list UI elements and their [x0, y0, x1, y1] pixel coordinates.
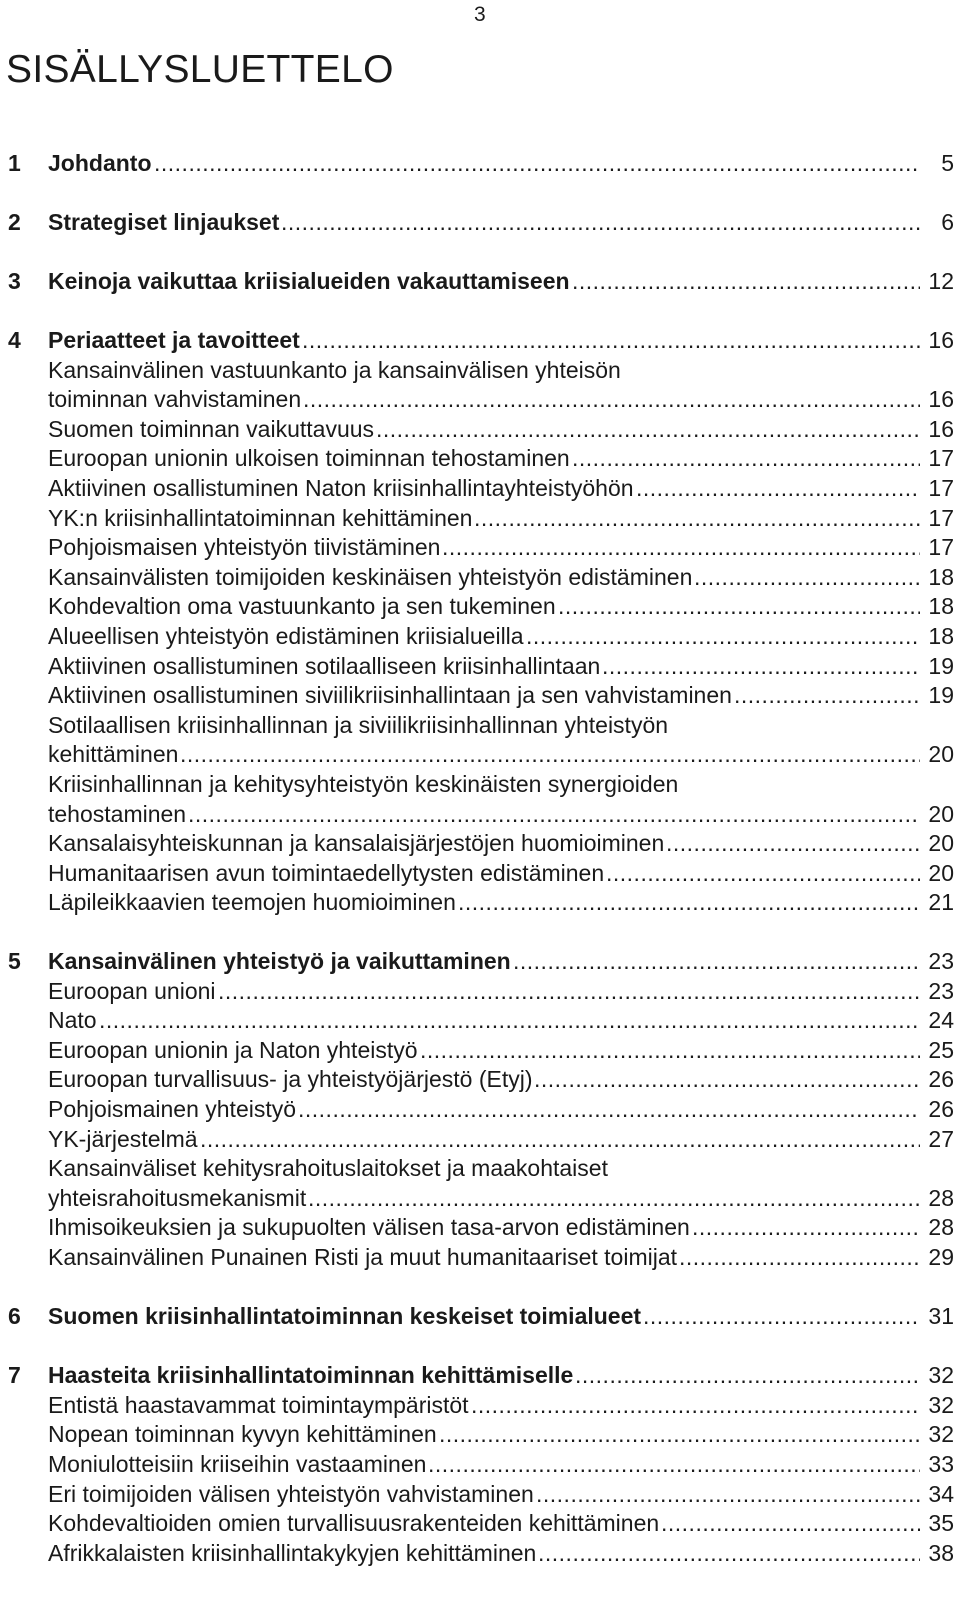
toc-section-entry[interactable]	[0, 1390, 954, 1420]
toc-entry-title: Alueellisen yhteistyön edistäminen kriisialueilla	[48, 623, 524, 649]
toc-entry-title: Humanitaarisen avun toimintaedellytysten edistäminen	[48, 860, 605, 886]
toc-entry-title: Kansainvälinen Punainen Risti ja muut humanitaariset toimijat	[48, 1244, 678, 1270]
toc-section-entry[interactable]	[0, 1212, 954, 1242]
toc-entry-page: 16	[928, 416, 954, 442]
toc-chapter-entry[interactable]	[0, 207, 954, 237]
dot-leader	[606, 858, 920, 888]
toc-section-entry[interactable]	[0, 799, 954, 829]
dot-leader	[298, 1094, 920, 1124]
page-number: 3	[474, 3, 486, 26]
toc-section-entry[interactable]	[0, 739, 954, 769]
toc-entry-title: Ihmisoikeuksien ja sukupuolten välisen tasa-arvon edistäminen	[48, 1214, 690, 1240]
toc-entry-title: kehittäminen	[48, 741, 179, 767]
toc-entry-page: 28	[928, 1214, 954, 1240]
toc-entry-title: tehostaminen	[48, 801, 187, 827]
toc-entry-page: 17	[928, 505, 954, 531]
toc-section-entry[interactable]	[0, 858, 954, 888]
toc-chapter-entry[interactable]	[0, 325, 954, 355]
dot-leader	[302, 325, 920, 355]
dot-leader	[572, 443, 920, 473]
toc-entry-page: 29	[928, 1244, 954, 1270]
toc-section-entry[interactable]	[0, 503, 954, 533]
dot-leader	[474, 503, 920, 533]
toc-entry-title: Kohdevaltioiden omien turvallisuusrakenteiden kehittäminen	[48, 1510, 660, 1536]
toc-entry-page: 19	[928, 653, 954, 679]
toc-section-entry[interactable]	[0, 355, 954, 385]
toc-entry-page: 17	[928, 475, 954, 501]
toc-entry-page: 32	[928, 1421, 954, 1447]
toc-entry-title: Aktiivinen osallistuminen sotilaalliseen kriisinhallintaan	[48, 653, 601, 679]
toc-section-entry[interactable]	[0, 1183, 954, 1213]
dot-leader	[420, 1035, 920, 1065]
dot-leader	[643, 1301, 920, 1331]
toc-entry-title: Euroopan turvallisuus- ja yhteistyöjärjestö (Etyj)	[48, 1066, 533, 1092]
toc-entry-page: 18	[928, 623, 954, 649]
toc-entry-page: 21	[928, 889, 954, 915]
toc-entry-title: Johdanto	[48, 150, 152, 176]
dot-leader	[281, 207, 920, 237]
dot-leader	[636, 473, 920, 503]
dot-leader	[679, 1242, 920, 1272]
toc-entry-page: 16	[928, 386, 954, 412]
dot-leader	[538, 1538, 920, 1568]
toc-entry-title: Läpileikkaavien teemojen huomioiminen	[48, 889, 456, 915]
toc-entry-page: 20	[928, 801, 954, 827]
dot-leader	[428, 1449, 920, 1479]
dot-leader	[303, 384, 920, 414]
toc-entry-page: 6	[941, 209, 954, 235]
toc-section-entry[interactable]	[0, 1005, 954, 1035]
dot-leader	[458, 887, 920, 917]
dot-leader	[99, 1005, 920, 1035]
toc-section-entry[interactable]	[0, 473, 954, 503]
toc-section-entry[interactable]	[0, 1153, 954, 1183]
dot-leader	[513, 946, 920, 976]
toc-entry-title: Pohjoismainen yhteistyö	[48, 1096, 297, 1122]
toc-entry-page: 26	[928, 1066, 954, 1092]
dot-leader	[575, 1360, 920, 1390]
toc-entry-page: 24	[928, 1007, 954, 1033]
toc-entry-title: Haasteita kriisinhallintatoiminnan kehittämiselle	[48, 1362, 574, 1388]
toc-section-entry[interactable]	[0, 1242, 954, 1272]
toc-entry-title: Euroopan unionin ulkoisen toiminnan tehostaminen	[48, 445, 570, 471]
toc-entry-number: 2	[8, 209, 21, 235]
toc-entry-page: 33	[928, 1451, 954, 1477]
toc-entry-page: 20	[928, 830, 954, 856]
toc-entry-page: 18	[928, 593, 954, 619]
toc-entry-title: Strategiset linjaukset	[48, 209, 280, 235]
toc-section-entry[interactable]	[0, 443, 954, 473]
toc-entry-number: 7	[8, 1362, 21, 1388]
toc-entry-page: 32	[928, 1362, 954, 1388]
toc-section-entry[interactable]	[0, 769, 954, 799]
dot-leader	[692, 1212, 920, 1242]
toc-entry-title: Kansainvälinen yhteistyö ja vaikuttaminen	[48, 948, 511, 974]
dot-leader	[188, 799, 920, 829]
dot-leader	[558, 591, 920, 621]
toc-entry-page: 17	[928, 445, 954, 471]
toc-section-entry[interactable]	[0, 414, 954, 444]
dot-leader	[218, 976, 920, 1006]
dot-leader	[694, 562, 920, 592]
toc-entry-page: 32	[928, 1392, 954, 1418]
toc-section-entry[interactable]	[0, 680, 954, 710]
dot-leader	[572, 266, 920, 296]
toc-entry-page: 20	[928, 741, 954, 767]
dot-leader	[439, 1419, 920, 1449]
dot-leader	[471, 1390, 920, 1420]
toc-section-entry[interactable]	[0, 887, 954, 917]
toc-entry-page: 38	[928, 1540, 954, 1566]
toc-entry-page: 31	[928, 1303, 954, 1329]
dot-leader	[442, 532, 920, 562]
toc-entry-title: Kansainväliset kehitysrahoituslaitokset ja maakohtaiset	[48, 1155, 608, 1181]
dot-leader	[154, 148, 920, 178]
dot-leader	[308, 1183, 920, 1213]
toc-chapter-entry[interactable]	[0, 266, 954, 296]
toc-entry-title: Periaatteet ja tavoitteet	[48, 327, 300, 353]
toc-section-entry[interactable]	[0, 1124, 954, 1154]
toc-entry-title: YK-järjestelmä	[48, 1126, 198, 1152]
toc-entry-page: 23	[928, 978, 954, 1004]
toc-entry-title: Suomen toiminnan vaikuttavuus	[48, 416, 375, 442]
toc-section-entry[interactable]	[0, 1508, 954, 1538]
toc-entry-number: 1	[8, 150, 21, 176]
dot-leader	[536, 1479, 920, 1509]
toc-entry-title: Kansalaisyhteiskunnan ja kansalaisjärjestöjen huomioiminen	[48, 830, 665, 856]
toc-entry-number: 5	[8, 948, 21, 974]
toc-section-entry[interactable]	[0, 1035, 954, 1065]
dot-leader	[661, 1508, 920, 1538]
toc-section-entry[interactable]	[0, 591, 954, 621]
toc-title: SISÄLLYSLUETTELO	[6, 48, 394, 91]
toc-section-entry[interactable]	[0, 1449, 954, 1479]
dot-leader	[376, 414, 920, 444]
toc-entry-title: Nopean toiminnan kyvyn kehittäminen	[48, 1421, 437, 1447]
dot-leader	[180, 739, 920, 769]
toc-section-entry[interactable]	[0, 1064, 954, 1094]
toc-entry-title: Suomen kriisinhallintatoiminnan keskeiset toimialueet	[48, 1303, 642, 1329]
toc-entry-title: Kohdevaltion oma vastuunkanto ja sen tukeminen	[48, 593, 556, 619]
toc-section-entry[interactable]	[0, 976, 954, 1006]
toc-entry-page: 28	[928, 1185, 954, 1211]
toc-entry-page: 19	[928, 682, 954, 708]
toc-entry-number: 4	[8, 327, 21, 353]
toc-entry-number: 6	[8, 1303, 21, 1329]
toc-section-entry[interactable]	[0, 828, 954, 858]
toc-entry-page: 25	[928, 1037, 954, 1063]
toc-entry-title: Afrikkalaisten kriisinhallintakykyjen kehittäminen	[48, 1540, 537, 1566]
toc-entry-number: 3	[8, 268, 21, 294]
toc-entry-title: toiminnan vahvistaminen	[48, 386, 302, 412]
toc-entry-title: Keinoja vaikuttaa kriisialueiden vakauttamiseen	[48, 268, 570, 294]
dot-leader	[526, 621, 920, 651]
toc-section-entry[interactable]	[0, 1538, 954, 1568]
toc-entry-title: Kansainvälinen vastuunkanto ja kansainvälisen yhteisön	[48, 357, 621, 383]
toc-entry-title: Euroopan unioni	[48, 978, 216, 1004]
dot-leader	[200, 1124, 920, 1154]
toc-chapter-entry[interactable]	[0, 1301, 954, 1331]
toc-entry-title: Entistä haastavammat toimintaympäristöt	[48, 1392, 469, 1418]
toc-section-entry[interactable]	[0, 710, 954, 740]
toc-entry-title: Nato	[48, 1007, 97, 1033]
dot-leader	[734, 680, 920, 710]
toc-entry-title: YK:n kriisinhallintatoiminnan kehittäminen	[48, 505, 473, 531]
toc-section-entry[interactable]	[0, 1094, 954, 1124]
toc-entry-title: Pohjoismaisen yhteistyön tiivistäminen	[48, 534, 441, 560]
toc-entry-title: Eri toimijoiden välisen yhteistyön vahvistaminen	[48, 1481, 534, 1507]
toc-section-entry[interactable]	[0, 651, 954, 681]
toc-entry-title: Kriisinhallinnan ja kehitysyhteistyön keskinäisten synergioiden	[48, 771, 679, 797]
toc-entry-page: 23	[928, 948, 954, 974]
toc-entry-page: 26	[928, 1096, 954, 1122]
toc-chapter-entry[interactable]	[0, 1360, 954, 1390]
toc-chapter-entry[interactable]	[0, 148, 954, 178]
toc-section-entry[interactable]	[0, 562, 954, 592]
toc-entry-title: Kansainvälisten toimijoiden keskinäisen yhteistyön edistäminen	[48, 564, 693, 590]
toc-entry-page: 16	[928, 327, 954, 353]
toc-entry-page: 18	[928, 564, 954, 590]
dot-leader	[666, 828, 920, 858]
toc-entry-title: Moniulotteisiin kriiseihin vastaaminen	[48, 1451, 427, 1477]
toc-section-entry[interactable]	[0, 384, 954, 414]
toc-entry-title: Sotilaallisen kriisinhallinnan ja siviilikriisinhallinnan yhteistyön	[48, 712, 669, 738]
toc-entry-title: Aktiivinen osallistuminen Naton kriisinhallintayhteistyöhön	[48, 475, 634, 501]
toc-entry-page: 34	[928, 1481, 954, 1507]
toc-entry-page: 27	[928, 1126, 954, 1152]
toc-entry-page: 12	[928, 268, 954, 294]
toc-section-entry[interactable]	[0, 532, 954, 562]
toc-section-entry[interactable]	[0, 1479, 954, 1509]
toc-entry-page: 5	[941, 150, 954, 176]
toc-chapter-entry[interactable]	[0, 946, 954, 976]
toc-entry-page: 17	[928, 534, 954, 560]
toc-entry-page: 20	[928, 860, 954, 886]
toc-entry-title: Aktiivinen osallistuminen siviilikriisinhallintaan ja sen vahvistaminen	[48, 682, 732, 708]
toc-entry-title: yhteisrahoitusmekanismit	[48, 1185, 307, 1211]
toc-section-entry[interactable]	[0, 621, 954, 651]
toc-entry-page: 35	[928, 1510, 954, 1536]
dot-leader	[602, 651, 920, 681]
toc-entry-title: Euroopan unionin ja Naton yhteistyö	[48, 1037, 418, 1063]
dot-leader	[534, 1064, 920, 1094]
toc-section-entry[interactable]	[0, 1419, 954, 1449]
